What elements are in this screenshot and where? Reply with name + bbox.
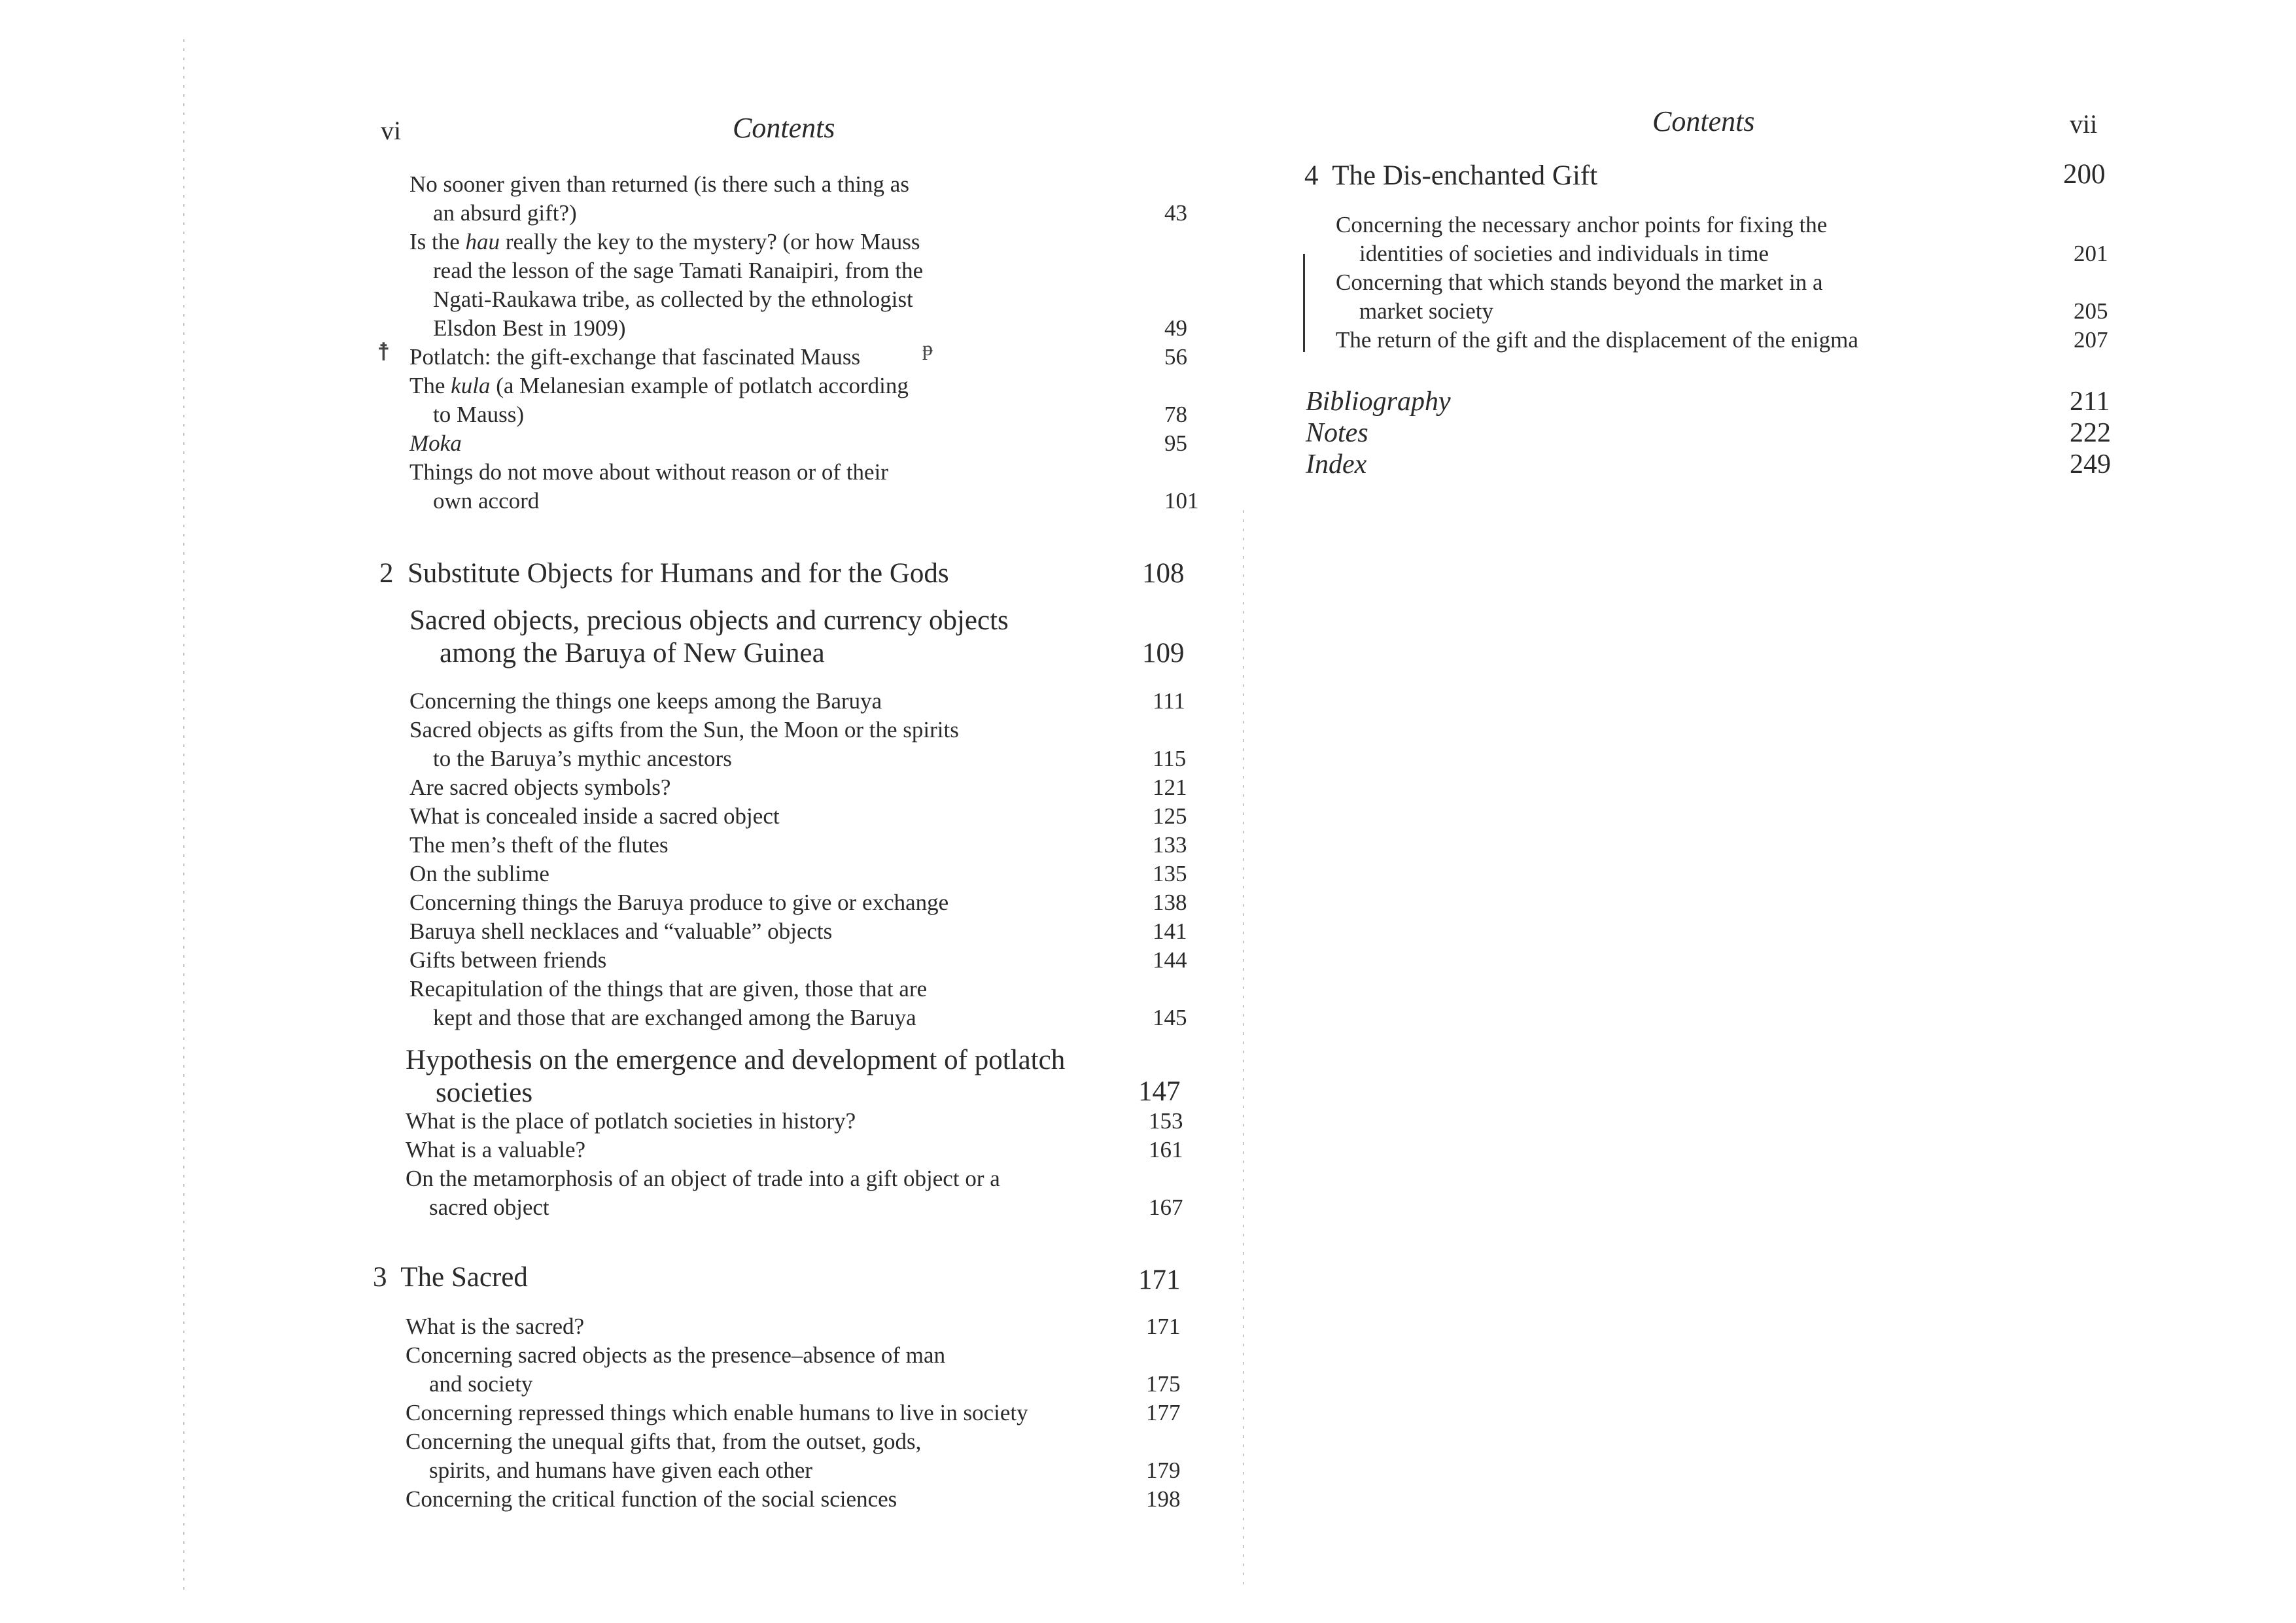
toc-entry-title bbox=[1336, 268, 2009, 326]
toc-entry-title bbox=[409, 773, 1083, 802]
toc-entry-line bbox=[409, 372, 1083, 400]
toc-entry-title bbox=[409, 458, 1083, 515]
margin-mark-left-icon: ☨ bbox=[377, 339, 391, 366]
toc-entry-text: (a Melanesian example of potlatch according bbox=[490, 373, 909, 398]
section-baruya-heading bbox=[409, 604, 1009, 670]
toc-entry-line: On the metamorphosis of an object of trade into a gift object or a bbox=[406, 1166, 1000, 1191]
toc-entry-line: The return of the gift and the displacement of the enigma bbox=[1336, 327, 1858, 353]
toc-entry-page: 167 bbox=[1149, 1195, 1183, 1220]
toc-entry-line: sacred object bbox=[429, 1195, 549, 1220]
scan-edge-gutter bbox=[1243, 510, 1244, 1590]
toc-entry-line: own accord bbox=[433, 488, 540, 514]
toc-entry-line: Baruya shell necklaces and “valuable” objects bbox=[409, 918, 833, 944]
toc-entry-title bbox=[1336, 326, 2009, 355]
toc-entry-title bbox=[406, 1164, 1079, 1222]
toc-entry-line: Ngati-Raukawa tribe, as collected by the ethnologist bbox=[433, 287, 913, 312]
toc-entry-line: identities of societies and individuals in time bbox=[1359, 241, 1769, 266]
chapter-2-page: 108 bbox=[1142, 558, 1185, 589]
toc-entry-italic-term: hau bbox=[465, 229, 500, 254]
toc-entry-title bbox=[409, 429, 1083, 458]
toc-entry-page: 121 bbox=[1153, 775, 1187, 800]
toc-entry-page: 133 bbox=[1153, 832, 1187, 858]
toc-entry-title bbox=[409, 917, 1083, 946]
toc-entry-title bbox=[409, 975, 1083, 1032]
toc-entry-title bbox=[409, 372, 1083, 429]
toc-entry-text: The bbox=[409, 373, 451, 398]
toc-entry-line bbox=[409, 228, 1083, 256]
toc-entry-line: Concerning that which stands beyond the market in a bbox=[1336, 270, 1823, 295]
toc-entry-title bbox=[409, 343, 1083, 372]
toc-entry-line: Concerning things the Baruya produce to give or exchange bbox=[409, 890, 949, 915]
toc-entry-page: 111 bbox=[1153, 688, 1185, 714]
toc-entry-page: 135 bbox=[1153, 861, 1187, 886]
toc-entry-line: read the lesson of the sage Tamati Ranaipiri, from the bbox=[433, 258, 924, 283]
section-baruya-page: 109 bbox=[1142, 638, 1185, 669]
toc-entry-page: 179 bbox=[1146, 1457, 1181, 1483]
toc-entry-page: 141 bbox=[1153, 918, 1187, 944]
toc-entry-title bbox=[409, 170, 1083, 228]
toc-entry-title bbox=[406, 1427, 1079, 1485]
toc-entry-title bbox=[409, 228, 1083, 343]
toc-entry-page: 115 bbox=[1153, 746, 1187, 771]
toc-entry-page: 205 bbox=[2074, 298, 2108, 324]
section-hypothesis-line2: societies bbox=[436, 1077, 533, 1108]
back-matter-label: Index bbox=[1306, 449, 1367, 480]
chapter-3-page: 171 bbox=[1138, 1265, 1181, 1295]
toc-entry-line: Moka bbox=[409, 430, 462, 456]
left-running-head: Contents bbox=[733, 112, 835, 144]
toc-entry-page: 144 bbox=[1153, 947, 1187, 973]
back-matter-label: Bibliography bbox=[1306, 387, 1451, 417]
toc-entry-line: Things do not move about without reason or of their bbox=[409, 459, 888, 485]
toc-entry-line: Recapitulation of the things that are given, those that are bbox=[409, 976, 928, 1002]
toc-entry-line: On the sublime bbox=[409, 861, 549, 886]
right-folio: vii bbox=[2070, 109, 2098, 139]
left-folio: vi bbox=[381, 116, 402, 145]
toc-entry-line: Are sacred objects symbols? bbox=[409, 775, 671, 800]
toc-entry-line: market society bbox=[1359, 298, 1494, 324]
toc-entry-page: 78 bbox=[1164, 402, 1187, 427]
toc-entry-line: Gifts between friends bbox=[409, 947, 607, 973]
toc-entry-line: an absurd gift?) bbox=[433, 200, 577, 226]
toc-entry-page: 175 bbox=[1146, 1371, 1181, 1397]
chapter-4-title: 4 The Dis-enchanted Gift bbox=[1304, 160, 1598, 191]
toc-entry-text: Is the bbox=[409, 229, 466, 254]
section-hypothesis-page: 147 bbox=[1138, 1076, 1181, 1107]
toc-entry-title bbox=[409, 946, 1083, 975]
toc-entry-line: What is the place of potlatch societies in history? bbox=[406, 1108, 856, 1134]
toc-entry-page: 161 bbox=[1149, 1137, 1183, 1162]
toc-entry-page: 201 bbox=[2074, 241, 2108, 266]
toc-entry-line: Concerning the things one keeps among the Baruya bbox=[409, 688, 882, 714]
toc-entry-line: What is the sacred? bbox=[406, 1314, 585, 1339]
toc-entry-title bbox=[406, 1136, 1079, 1164]
toc-entry-page: 95 bbox=[1164, 430, 1187, 456]
toc-entry-line: to Mauss) bbox=[433, 402, 525, 427]
toc-entry-page: 56 bbox=[1164, 344, 1187, 370]
margin-bracket-line bbox=[1303, 254, 1305, 352]
toc-entry-line: Concerning repressed things which enable humans to live in society bbox=[406, 1400, 1028, 1425]
toc-entry-title bbox=[406, 1107, 1079, 1136]
toc-entry-line: Sacred objects as gifts from the Sun, the Moon or the spirits bbox=[409, 717, 959, 742]
toc-entry-title bbox=[406, 1312, 1079, 1341]
toc-entry-line: Concerning the unequal gifts that, from the outset, gods, bbox=[406, 1429, 922, 1454]
back-matter-label: Notes bbox=[1306, 418, 1368, 448]
toc-entry-title bbox=[409, 831, 1083, 860]
toc-entry-title bbox=[406, 1485, 1079, 1514]
chapter-3-title: 3 The Sacred bbox=[373, 1262, 528, 1293]
toc-entry-page: 198 bbox=[1146, 1486, 1181, 1512]
chapter-2-title: 2 Substitute Objects for Humans and for the Gods bbox=[379, 558, 949, 589]
toc-entry-line: Concerning the critical function of the social sciences bbox=[406, 1486, 897, 1512]
toc-entry-title bbox=[1336, 211, 2009, 268]
back-matter-page: 249 bbox=[2070, 449, 2111, 480]
section-baruya-line2: among the Baruya of New Guinea bbox=[440, 638, 825, 669]
section-baruya-line1: Sacred objects, precious objects and currency objects bbox=[409, 605, 1009, 636]
toc-entry-line: and society bbox=[429, 1371, 533, 1397]
toc-entry-line: spirits, and humans have given each other bbox=[429, 1457, 813, 1483]
toc-entry-line: Potlatch: the gift-exchange that fascinated Mauss bbox=[409, 344, 861, 370]
toc-entry-page: 138 bbox=[1153, 890, 1187, 915]
back-matter-page: 211 bbox=[2070, 387, 2110, 417]
toc-entry-text: really the key to the mystery? (or how Mauss bbox=[500, 229, 920, 254]
toc-entry-line: Concerning sacred objects as the presence–absence of man bbox=[406, 1342, 946, 1368]
toc-entry-line: What is a valuable? bbox=[406, 1137, 586, 1162]
toc-entry-title bbox=[406, 1399, 1079, 1427]
toc-entry-line: Elsdon Best in 1909) bbox=[433, 315, 626, 341]
toc-entry-title bbox=[409, 687, 1083, 716]
toc-entry-page: 145 bbox=[1153, 1005, 1187, 1030]
back-matter-page: 222 bbox=[2070, 418, 2111, 448]
section-hypothesis-heading bbox=[406, 1044, 1065, 1109]
toc-entry-italic-term: kula bbox=[451, 373, 491, 398]
toc-entry-line: What is concealed inside a sacred object bbox=[409, 803, 780, 829]
toc-entry-page: 49 bbox=[1164, 315, 1187, 341]
toc-entry-line: The men’s theft of the flutes bbox=[409, 832, 669, 858]
toc-entry-page: 153 bbox=[1149, 1108, 1183, 1134]
toc-entry-line: kept and those that are exchanged among the Baruya bbox=[433, 1005, 916, 1030]
chapter-4-page: 200 bbox=[2063, 159, 2106, 190]
section-hypothesis-line1: Hypothesis on the emergence and development of potlatch bbox=[406, 1045, 1066, 1075]
toc-entry-title bbox=[409, 860, 1083, 888]
toc-entry-title bbox=[409, 802, 1083, 831]
toc-entry-page: 171 bbox=[1146, 1314, 1181, 1339]
toc-entry-page: 125 bbox=[1153, 803, 1187, 829]
margin-mark-right-icon: ᵽ bbox=[922, 336, 933, 360]
toc-entry-title bbox=[406, 1341, 1079, 1399]
chapter-3-heading bbox=[373, 1261, 528, 1294]
chapter-4-heading bbox=[1304, 160, 1597, 192]
toc-entry-page: 43 bbox=[1164, 200, 1187, 226]
toc-entry-title bbox=[409, 888, 1083, 917]
toc-entry-title bbox=[409, 716, 1083, 773]
chapter-2-heading bbox=[379, 557, 949, 590]
toc-entry-page: 177 bbox=[1146, 1400, 1181, 1425]
toc-entry-line: No sooner given than returned (is there such a thing as bbox=[409, 171, 909, 197]
toc-entry-line: to the Baruya’s mythic ancestors bbox=[433, 746, 732, 771]
toc-entry-page: 207 bbox=[2074, 327, 2108, 353]
toc-entry-page: 101 bbox=[1164, 488, 1199, 514]
scan-edge-left bbox=[183, 39, 184, 1596]
right-running-head: Contents bbox=[1652, 105, 1755, 137]
toc-entry-line: Concerning the necessary anchor points for fixing the bbox=[1336, 212, 1828, 237]
